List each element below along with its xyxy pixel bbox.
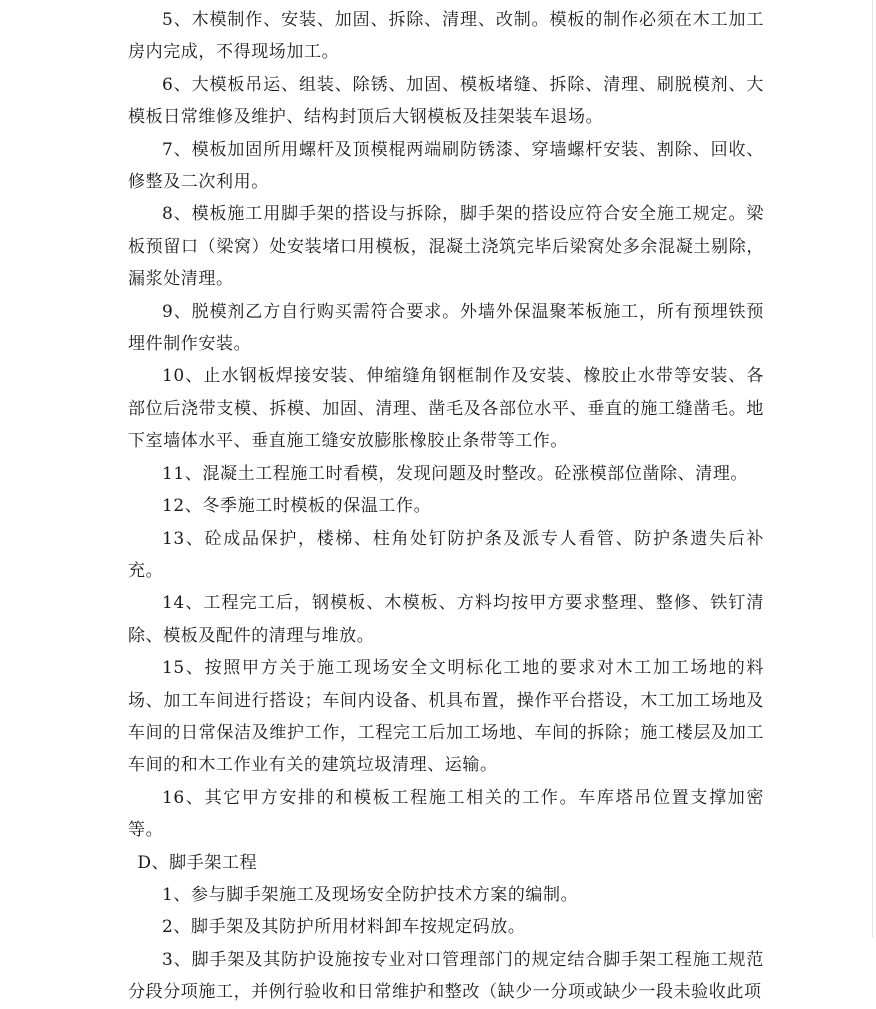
paragraph-item-16: 16、其它甲方安排的和模板工程施工相关的工作。车库塔吊位置支撑加密等。 — [128, 787, 764, 841]
paragraph-item-9: 9、脱模剂乙方自行购买需符合要求。外墙外保温聚苯板施工，所有预埋铁预埋件制作安装。 — [128, 301, 764, 355]
paragraph-item-6: 6、大模板吊运、组装、除锈、加固、模板堵缝、拆除、清理、刷脱模剂、大模板日常维修及维护、结构封顶后大钢模板及挂架装车退场。 — [128, 74, 764, 128]
scaffold-item-1: 1、参与脚手架施工及现场安全防护技术方案的编制。 — [162, 884, 579, 905]
scaffold-item-2: 2、脚手架及其防护所用材料卸车按规定码放。 — [162, 917, 526, 938]
paragraph-item-11: 11、混凝土工程施工时看模，发现问题及时整改。砼涨模部位凿除、清理。 — [162, 463, 749, 484]
paragraph-item-15: 15、按照甲方关于施工现场安全文明标化工地的要求对木工加工场地的料场、加工车间进行搭设；车间内设备、机具布置，操作平台搭设，木工加工场地及车间的日常保洁及维护工作，工程完工后加工场地、车间的拆除；施工楼层及加工车间的和木工作业有关的建筑垃圾清理、运输。 — [128, 658, 764, 776]
section-heading: D、脚手架工程 — [137, 852, 258, 873]
page-edge-divider — [872, 0, 873, 938]
paragraph-item-10: 10、止水钢板焊接安装、伸缩缝角钢框制作及安装、橡胶止水带等安装、各部位后浇带支模、拆模、加固、清理、凿毛及各部位水平、垂直的施工缝凿毛。地下室墙体水平、垂直施工缝安放膨胀橡胶止条带等工作。 — [128, 366, 764, 452]
paragraph-item-5: 5、木模制作、安装、加固、拆除、清理、改制。模板的制作必须在木工加工房内完成，不得现场加工。 — [128, 10, 764, 63]
scaffold-item-3: 3、脚手架及其防护设施按专业对口管理部门的规定结合脚手架工程施工规范分段分项施工，并例行验收和日常维护和整改（缺少一分项或缺少一段未验收此项 — [128, 949, 764, 1003]
paragraph-item-14: 14、工程完工后，钢模板、木模板、方料均按甲方要求整理、整修、铁钉清除、模板及配件的清理与堆放。 — [128, 593, 764, 646]
paragraph-item-8: 8、模板施工用脚手架的搭设与拆除，脚手架的搭设应符合安全施工规定。梁板预留口（梁窝）处安装堵口用模板，混凝土浇筑完毕后梁窝处多余混凝土剔除，漏浆处清理。 — [128, 204, 764, 290]
paragraph-item-12: 12、冬季施工时模板的保温工作。 — [162, 496, 432, 517]
paragraph-item-13: 13、砼成品保护，楼梯、柱角处钉防护条及派专人看管、防护条遗失后补充。 — [128, 528, 764, 581]
paragraph-item-7: 7、模板加固所用螺杆及顶模棍两端刷防锈漆、穿墙螺杆安装、割除、回收、修整及二次利用。 — [128, 139, 764, 193]
